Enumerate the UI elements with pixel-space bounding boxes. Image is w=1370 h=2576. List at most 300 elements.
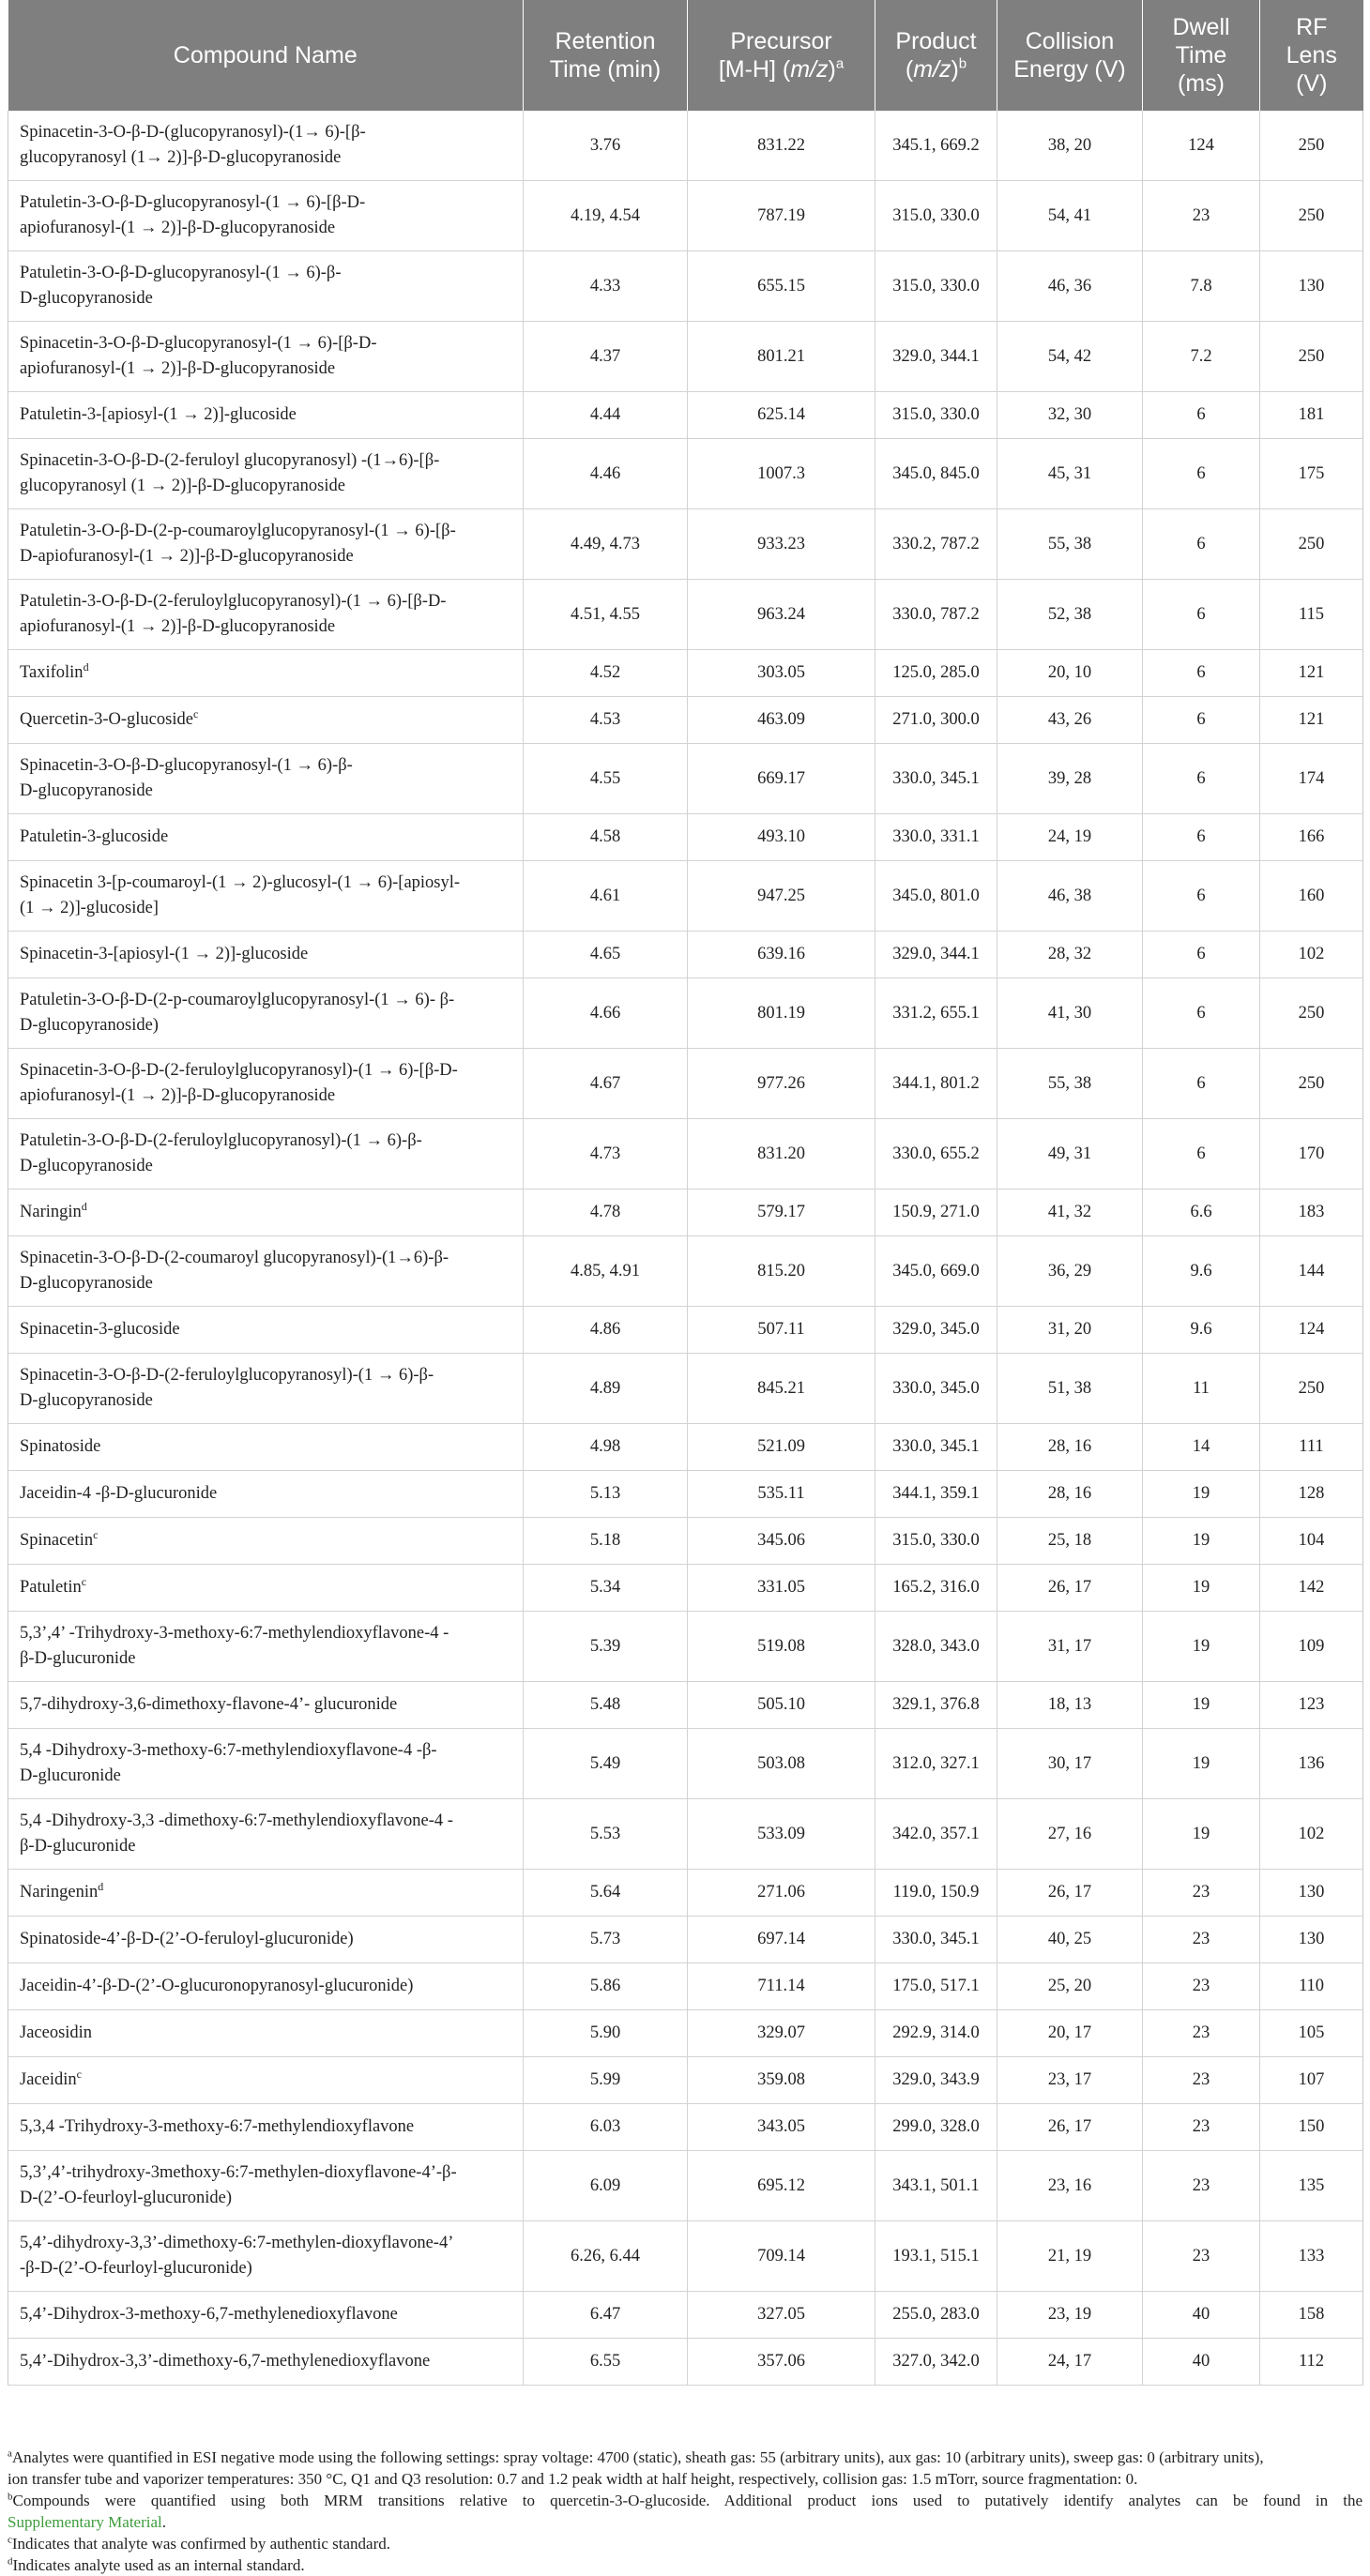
precursor-cell: 579.17	[688, 1190, 875, 1236]
table-row	[8, 1870, 1363, 1917]
compound-name-line: 5,4’-dihydroxy-3,3’-dimethoxy-6:7-methylen-dioxyflavone-4’	[20, 2234, 454, 2252]
product-cell: 343.1, 501.1	[875, 2151, 997, 2221]
collision-energy-cell: 23, 17	[997, 2057, 1143, 2104]
rf-lens-cell: 109	[1260, 1612, 1363, 1682]
table-row	[8, 2010, 1363, 2057]
rf-lens-cell: 121	[1260, 650, 1363, 697]
rf-lens-cell: 144	[1260, 1236, 1363, 1307]
precursor-cell: 831.20	[688, 1119, 875, 1190]
compound-name-line: Spinacetin	[20, 1531, 94, 1550]
table-row	[8, 1190, 1363, 1236]
retention-time-cell: 5.86	[524, 1963, 688, 2010]
table-header	[8, 0, 1363, 111]
dwell-time-cell: 40	[1143, 2339, 1260, 2386]
rf-lens-cell: 136	[1260, 1729, 1363, 1799]
header-dwell-time: Dwell Time (ms)	[1143, 0, 1260, 111]
footnote-marker: c	[81, 1574, 87, 1588]
footnotes	[8, 2447, 1362, 2576]
retention-time-cell: 6.47	[524, 2292, 688, 2339]
dwell-time-cell: 6	[1143, 509, 1260, 580]
retention-time-cell: 4.85, 4.91	[524, 1236, 688, 1307]
dwell-time-cell: 124	[1143, 111, 1260, 181]
compound-name-line: Spinacetin-3-O-β-D-(glucopyranosyl)-(1→ 6)-[β-	[20, 123, 366, 142]
rf-lens-cell: 150	[1260, 2104, 1363, 2151]
compound-name-cell	[8, 322, 524, 392]
dwell-time-cell: 23	[1143, 1963, 1260, 2010]
product-cell: 330.0, 345.1	[875, 1424, 997, 1471]
retention-time-cell: 4.65	[524, 932, 688, 978]
precursor-cell: 343.05	[688, 2104, 875, 2151]
precursor-cell: 521.09	[688, 1424, 875, 1471]
retention-time-cell: 5.64	[524, 1870, 688, 1917]
retention-time-cell: 6.55	[524, 2339, 688, 2386]
dwell-time-cell: 6	[1143, 814, 1260, 861]
compound-name-cell	[8, 1354, 524, 1424]
product-cell: 312.0, 327.1	[875, 1729, 997, 1799]
collision-energy-cell: 31, 17	[997, 1612, 1143, 1682]
precursor-cell: 669.17	[688, 744, 875, 814]
collision-energy-cell: 45, 31	[997, 439, 1143, 509]
table-row	[8, 1307, 1363, 1354]
product-cell: 330.0, 331.1	[875, 814, 997, 861]
table-row	[8, 1565, 1363, 1612]
rf-lens-cell: 158	[1260, 2292, 1363, 2339]
compound-name-line: Jaceidin	[20, 2070, 77, 2089]
table-row	[8, 932, 1363, 978]
product-cell: 165.2, 316.0	[875, 1565, 997, 1612]
compound-name-cell	[8, 2010, 524, 2057]
rf-lens-cell: 170	[1260, 1119, 1363, 1190]
compound-name-line: β-D-glucuronide	[20, 1837, 136, 1856]
compound-name-line: Spinacetin-3-glucoside	[20, 1320, 180, 1339]
precursor-cell: 947.25	[688, 861, 875, 932]
collision-energy-cell: 46, 36	[997, 251, 1143, 322]
retention-time-cell: 4.53	[524, 697, 688, 744]
table-row	[8, 2221, 1363, 2292]
compound-name-line: (1 → 2)]-glucoside]	[20, 899, 159, 917]
product-cell: 328.0, 343.0	[875, 1612, 997, 1682]
rf-lens-cell: 102	[1260, 932, 1363, 978]
compound-name-cell	[8, 251, 524, 322]
rf-lens-cell: 250	[1260, 181, 1363, 251]
product-cell: 330.0, 345.1	[875, 1917, 997, 1963]
header-product: Product $(m/z)^b$	[875, 0, 997, 111]
dwell-time-cell: 19	[1143, 1565, 1260, 1612]
rf-lens-cell: 183	[1260, 1190, 1363, 1236]
compound-name-cell	[8, 509, 524, 580]
rf-lens-cell: 250	[1260, 509, 1363, 580]
dwell-time-cell: 14	[1143, 1424, 1260, 1471]
compound-name-cell	[8, 1424, 524, 1471]
retention-time-cell: 5.90	[524, 2010, 688, 2057]
footnote-marker: d	[81, 1199, 87, 1213]
compound-name-line: Naringin	[20, 1203, 82, 1221]
rf-lens-cell: 175	[1260, 439, 1363, 509]
retention-time-cell: 6.09	[524, 2151, 688, 2221]
product-cell: 345.1, 669.2	[875, 111, 997, 181]
compound-name-line: D-glucuronide	[20, 1766, 121, 1785]
retention-time-cell: 4.98	[524, 1424, 688, 1471]
compound-name-cell	[8, 2339, 524, 2386]
table-row	[8, 439, 1363, 509]
compound-name-cell	[8, 650, 524, 697]
dwell-time-cell: 23	[1143, 2104, 1260, 2151]
compound-name-line: Spinacetin-3-O-β-D-(2-feruloyl glucopyranosyl) -(1→6)-[β-	[20, 451, 440, 470]
rf-lens-cell: 102	[1260, 1799, 1363, 1870]
rf-lens-cell: 104	[1260, 1518, 1363, 1565]
rf-lens-cell: 174	[1260, 744, 1363, 814]
precursor-cell: 655.15	[688, 251, 875, 322]
rf-lens-cell: 250	[1260, 1354, 1363, 1424]
product-cell: 255.0, 283.0	[875, 2292, 997, 2339]
mrm-table	[8, 0, 1363, 2386]
retention-time-cell: 4.37	[524, 322, 688, 392]
compound-name-line: Taxifolin	[20, 663, 84, 682]
compound-name-cell	[8, 1682, 524, 1729]
dwell-time-cell: 23	[1143, 2010, 1260, 2057]
retention-time-cell: 5.53	[524, 1799, 688, 1870]
collision-energy-cell: 31, 20	[997, 1307, 1143, 1354]
dwell-time-cell: 19	[1143, 1471, 1260, 1518]
product-cell: 315.0, 330.0	[875, 251, 997, 322]
footnote-marker: d	[83, 659, 89, 674]
retention-time-cell: 4.58	[524, 814, 688, 861]
compound-name-line: 5,3’,4’ -Trihydroxy-3-methoxy-6:7-methylendioxyflavone-4 -	[20, 1624, 449, 1643]
compound-name-line: Patuletin-3-O-β-D-glucopyranosyl-(1 → 6)-[β-D-	[20, 193, 366, 212]
compound-name-cell	[8, 1870, 524, 1917]
retention-time-cell: 4.78	[524, 1190, 688, 1236]
footnote-marker: c	[192, 706, 199, 720]
compound-name-cell	[8, 1612, 524, 1682]
dwell-time-cell: 40	[1143, 2292, 1260, 2339]
precursor-cell: 505.10	[688, 1682, 875, 1729]
precursor-cell: 331.05	[688, 1565, 875, 1612]
rf-lens-cell: 123	[1260, 1682, 1363, 1729]
compound-name-line: D-glucopyranoside	[20, 289, 153, 308]
collision-energy-cell: 41, 30	[997, 978, 1143, 1049]
retention-time-cell: 4.73	[524, 1119, 688, 1190]
dwell-time-cell: 7.2	[1143, 322, 1260, 392]
dwell-time-cell: 19	[1143, 1799, 1260, 1870]
table-body	[8, 111, 1363, 2386]
table-row	[8, 2104, 1363, 2151]
compound-name-cell	[8, 978, 524, 1049]
collision-energy-cell: 54, 42	[997, 322, 1143, 392]
rf-lens-cell: 160	[1260, 861, 1363, 932]
compound-name-line: D-(2’-O-feurloyl-glucuronide)	[20, 2189, 233, 2207]
compound-name-cell	[8, 439, 524, 509]
precursor-cell: 533.09	[688, 1799, 875, 1870]
rf-lens-cell: 142	[1260, 1565, 1363, 1612]
precursor-cell: 535.11	[688, 1471, 875, 1518]
compound-name-line: apiofuranosyl-(1 → 2)]-β-D-glucopyranoside	[20, 219, 336, 237]
product-cell: 344.1, 359.1	[875, 1471, 997, 1518]
compound-name-line: glucopyranosyl (1 → 2)]-β-D-glucopyranoside	[20, 477, 345, 495]
collision-energy-cell: 24, 17	[997, 2339, 1143, 2386]
precursor-cell: 329.07	[688, 2010, 875, 2057]
table-row	[8, 1518, 1363, 1565]
product-cell: 342.0, 357.1	[875, 1799, 997, 1870]
compound-name-line: 5,4 -Dihydroxy-3,3 -dimethoxy-6:7-methylendioxyflavone-4 -	[20, 1811, 453, 1830]
precursor-cell: 709.14	[688, 2221, 875, 2292]
dwell-time-cell: 19	[1143, 1729, 1260, 1799]
footnote-marker: c	[93, 1527, 99, 1541]
table-row	[8, 650, 1363, 697]
compound-name-line: Spinacetin 3-[p-coumaroyl-(1 → 2)-glucosyl-(1 → 6)-[apiosyl-	[20, 873, 461, 892]
precursor-cell: 933.23	[688, 509, 875, 580]
precursor-cell: 801.19	[688, 978, 875, 1049]
product-cell: 329.0, 344.1	[875, 932, 997, 978]
retention-time-cell: 5.34	[524, 1565, 688, 1612]
compound-name-line: Spinatoside-4’-β-D-(2’-O-feruloyl-glucuronide)	[20, 1930, 354, 1948]
compound-name-line: 5,3,4 -Trihydroxy-3-methoxy-6:7-methylendioxyflavone	[20, 2117, 415, 2136]
rf-lens-cell: 130	[1260, 1870, 1363, 1917]
compound-name-line: 5,4 -Dihydroxy-3-methoxy-6:7-methylendioxyflavone-4 -β-	[20, 1741, 437, 1760]
product-cell: 315.0, 330.0	[875, 181, 997, 251]
compound-name-cell	[8, 1518, 524, 1565]
precursor-cell: 815.20	[688, 1236, 875, 1307]
collision-energy-cell: 32, 30	[997, 392, 1143, 439]
table-row	[8, 2292, 1363, 2339]
collision-energy-cell: 23, 16	[997, 2151, 1143, 2221]
dwell-time-cell: 11	[1143, 1354, 1260, 1424]
dwell-time-cell: 23	[1143, 181, 1260, 251]
precursor-cell: 625.14	[688, 392, 875, 439]
retention-time-cell: 4.44	[524, 392, 688, 439]
product-cell: 315.0, 330.0	[875, 392, 997, 439]
footnote-marker: d	[98, 1879, 104, 1893]
precursor-cell: 639.16	[688, 932, 875, 978]
retention-time-cell: 4.67	[524, 1049, 688, 1119]
product-cell: 345.0, 845.0	[875, 439, 997, 509]
rf-lens-cell: 130	[1260, 251, 1363, 322]
table-row	[8, 251, 1363, 322]
table-row	[8, 111, 1363, 181]
dwell-time-cell: 6	[1143, 978, 1260, 1049]
compound-name-line: Spinatoside	[20, 1437, 101, 1456]
retention-time-cell: 4.49, 4.73	[524, 509, 688, 580]
table-row	[8, 1471, 1363, 1518]
product-cell: 193.1, 515.1	[875, 2221, 997, 2292]
precursor-cell: 493.10	[688, 814, 875, 861]
compound-name-cell	[8, 1471, 524, 1518]
compound-name-cell	[8, 2221, 524, 2292]
rf-lens-cell: 166	[1260, 814, 1363, 861]
collision-energy-cell: 41, 32	[997, 1190, 1143, 1236]
collision-energy-cell: 26, 17	[997, 1565, 1143, 1612]
precursor-cell: 519.08	[688, 1612, 875, 1682]
precursor-cell: 271.06	[688, 1870, 875, 1917]
table-row	[8, 1119, 1363, 1190]
collision-energy-cell: 20, 10	[997, 650, 1143, 697]
compound-name-line: Patuletin-3-[apiosyl-(1 → 2)]-glucoside	[20, 405, 297, 424]
retention-time-cell: 4.46	[524, 439, 688, 509]
compound-name-line: apiofuranosyl-(1 → 2)]-β-D-glucopyranoside	[20, 1086, 336, 1105]
collision-energy-cell: 39, 28	[997, 744, 1143, 814]
retention-time-cell: 4.89	[524, 1354, 688, 1424]
rf-lens-cell: 250	[1260, 978, 1363, 1049]
compound-name-cell	[8, 1049, 524, 1119]
compound-name-cell	[8, 1119, 524, 1190]
retention-time-cell: 6.26, 6.44	[524, 2221, 688, 2292]
product-cell: 331.2, 655.1	[875, 978, 997, 1049]
supplementary-material-link[interactable]: Supplementary Material	[8, 2513, 162, 2531]
table-row	[8, 2151, 1363, 2221]
compound-name-cell	[8, 1917, 524, 1963]
retention-time-cell: 4.86	[524, 1307, 688, 1354]
compound-name-cell	[8, 1236, 524, 1307]
table-row	[8, 580, 1363, 650]
rf-lens-cell: 124	[1260, 1307, 1363, 1354]
collision-energy-cell: 27, 16	[997, 1799, 1143, 1870]
precursor-cell: 303.05	[688, 650, 875, 697]
precursor-cell: 831.22	[688, 111, 875, 181]
footnote-b: $^b$Compounds were quantified using both MRM transitions relative to quercetin-3-O-glucoside. Additional product ions used to putatively identify analytes can be found in the	[8, 2491, 1362, 2509]
collision-energy-cell: 25, 18	[997, 1518, 1143, 1565]
collision-energy-cell: 54, 41	[997, 181, 1143, 251]
product-cell: 292.9, 314.0	[875, 2010, 997, 2057]
dwell-time-cell: 6	[1143, 861, 1260, 932]
compound-name-line: 5,7-dihydroxy-3,6-dimethoxy-flavone-4’- glucuronide	[20, 1695, 398, 1714]
compound-name-line: Quercetin-3-O-glucoside	[20, 710, 193, 729]
compound-name-cell	[8, 2057, 524, 2104]
compound-name-cell	[8, 1729, 524, 1799]
footnote-a-continued: ion transfer tube and vaporizer temperatures: 350 °C, Q1 and Q3 resolution: 0.7 and 1.2 peak width at half height, respectively, collision gas: 1.5 mTorr, source fragmentation: 0.	[8, 2470, 1138, 2488]
precursor-cell: 977.26	[688, 1049, 875, 1119]
compound-name-line: Jaceidin-4’-β-D-(2’-O-glucuronopyranosyl-glucuronide)	[20, 1977, 414, 1995]
product-cell: 330.0, 655.2	[875, 1119, 997, 1190]
compound-name-line: Patuletin-3-O-β-D-(2-p-coumaroylglucopyranosyl-(1 → 6)- β-	[20, 991, 455, 1009]
table-row	[8, 1236, 1363, 1307]
retention-time-cell: 5.48	[524, 1682, 688, 1729]
compound-name-line: Patuletin-3-O-β-D-(2-p-coumaroylglucopyranosyl-(1 → 6)-[β-	[20, 522, 456, 540]
rf-lens-cell: 115	[1260, 580, 1363, 650]
table-row	[8, 181, 1363, 251]
product-cell: 330.2, 787.2	[875, 509, 997, 580]
collision-energy-cell: 25, 20	[997, 1963, 1143, 2010]
compound-name-line: Patuletin-3-glucoside	[20, 827, 169, 846]
collision-energy-cell: 24, 19	[997, 814, 1143, 861]
precursor-cell: 695.12	[688, 2151, 875, 2221]
table-row	[8, 1917, 1363, 1963]
rf-lens-cell: 105	[1260, 2010, 1363, 2057]
rf-lens-cell: 111	[1260, 1424, 1363, 1471]
rf-lens-cell: 112	[1260, 2339, 1363, 2386]
dwell-time-cell: 6	[1143, 697, 1260, 744]
footnote-d: $^d$Indicates analyte used as an internal standard.	[8, 2555, 305, 2574]
collision-energy-cell: 28, 32	[997, 932, 1143, 978]
compound-name-line: Patuletin	[20, 1578, 82, 1597]
compound-name-cell	[8, 580, 524, 650]
collision-energy-cell: 52, 38	[997, 580, 1143, 650]
dwell-time-cell: 23	[1143, 2151, 1260, 2221]
precursor-cell: 327.05	[688, 2292, 875, 2339]
compound-name-line: Spinacetin-3-O-β-D-(2-coumaroyl glucopyranosyl)-(1→6)-β-	[20, 1249, 449, 1267]
compound-name-line: -β-D-(2’-O-feurloyl-glucuronide)	[20, 2259, 252, 2278]
retention-time-cell: 4.55	[524, 744, 688, 814]
compound-name-line: Jaceidin-4 -β-D-glucuronide	[20, 1484, 218, 1503]
retention-time-cell: 4.52	[524, 650, 688, 697]
product-cell: 329.1, 376.8	[875, 1682, 997, 1729]
collision-energy-cell: 20, 17	[997, 2010, 1143, 2057]
collision-energy-cell: 46, 38	[997, 861, 1143, 932]
compound-name-cell	[8, 181, 524, 251]
header-compound-name: Compound Name	[8, 0, 524, 111]
product-cell: 175.0, 517.1	[875, 1963, 997, 2010]
dwell-time-cell: 6	[1143, 1049, 1260, 1119]
compound-name-cell	[8, 2151, 524, 2221]
precursor-cell: 345.06	[688, 1518, 875, 1565]
dwell-time-cell: 6	[1143, 439, 1260, 509]
retention-time-cell: 5.99	[524, 2057, 688, 2104]
compound-name-line: Spinacetin-3-O-β-D-glucopyranosyl-(1 → 6)-β-	[20, 756, 353, 775]
dwell-time-cell: 23	[1143, 1917, 1260, 1963]
retention-time-cell: 4.51, 4.55	[524, 580, 688, 650]
compound-name-cell	[8, 2292, 524, 2339]
product-cell: 330.0, 345.0	[875, 1354, 997, 1424]
retention-time-cell: 5.18	[524, 1518, 688, 1565]
compound-name-cell	[8, 814, 524, 861]
header-precursor: Precursor [M-H] $(m/z)^a$	[688, 0, 875, 111]
dwell-time-cell: 19	[1143, 1682, 1260, 1729]
dwell-time-cell: 9.6	[1143, 1307, 1260, 1354]
compound-name-line: β-D-glucuronide	[20, 1649, 136, 1668]
compound-name-line: D-glucopyranoside)	[20, 1016, 159, 1035]
rf-lens-cell: 121	[1260, 697, 1363, 744]
table-row	[8, 1424, 1363, 1471]
precursor-cell: 357.06	[688, 2339, 875, 2386]
compound-name-line: 5,4’-Dihydrox-3-methoxy-6,7-methylenedioxyflavone	[20, 2305, 398, 2324]
precursor-cell: 697.14	[688, 1917, 875, 1963]
table-row	[8, 1049, 1363, 1119]
retention-time-cell: 5.13	[524, 1471, 688, 1518]
rf-lens-cell: 250	[1260, 111, 1363, 181]
precursor-cell: 801.21	[688, 322, 875, 392]
compound-name-cell	[8, 1565, 524, 1612]
compound-name-line: Spinacetin-3-O-β-D-glucopyranosyl-(1 → 6)-[β-D-	[20, 334, 377, 353]
collision-energy-cell: 40, 25	[997, 1917, 1143, 1963]
compound-name-cell	[8, 932, 524, 978]
table-row	[8, 2057, 1363, 2104]
dwell-time-cell: 6	[1143, 650, 1260, 697]
collision-energy-cell: 49, 31	[997, 1119, 1143, 1190]
rf-lens-cell: 133	[1260, 2221, 1363, 2292]
product-cell: 315.0, 330.0	[875, 1518, 997, 1565]
product-cell: 344.1, 801.2	[875, 1049, 997, 1119]
rf-lens-cell: 135	[1260, 2151, 1363, 2221]
collision-energy-cell: 23, 19	[997, 2292, 1143, 2339]
dwell-time-cell: 7.8	[1143, 251, 1260, 322]
compound-name-cell	[8, 1799, 524, 1870]
compound-name-line: D-glucopyranoside	[20, 1274, 153, 1293]
dwell-time-cell: 6	[1143, 1119, 1260, 1190]
table-row	[8, 392, 1363, 439]
collision-energy-cell: 43, 26	[997, 697, 1143, 744]
product-cell: 330.0, 345.1	[875, 744, 997, 814]
dwell-time-cell: 19	[1143, 1612, 1260, 1682]
collision-energy-cell: 18, 13	[997, 1682, 1143, 1729]
table-row	[8, 744, 1363, 814]
retention-time-cell: 5.39	[524, 1612, 688, 1682]
retention-time-cell: 6.03	[524, 2104, 688, 2151]
compound-name-line: Spinacetin-3-O-β-D-(2-feruloylglucopyranosyl)-(1 → 6)-[β-D-	[20, 1061, 458, 1080]
compound-name-line: glucopyranosyl (1→ 2)]-β-D-glucopyranoside	[20, 148, 342, 167]
collision-energy-cell: 38, 20	[997, 111, 1143, 181]
footnote-b-continued: Supplementary Material.	[8, 2513, 167, 2531]
retention-time-cell: 3.76	[524, 111, 688, 181]
dwell-time-cell: 6	[1143, 580, 1260, 650]
compound-name-line: Patuletin-3-O-β-D-(2-feruloylglucopyranosyl)-(1 → 6)-β-	[20, 1131, 422, 1150]
